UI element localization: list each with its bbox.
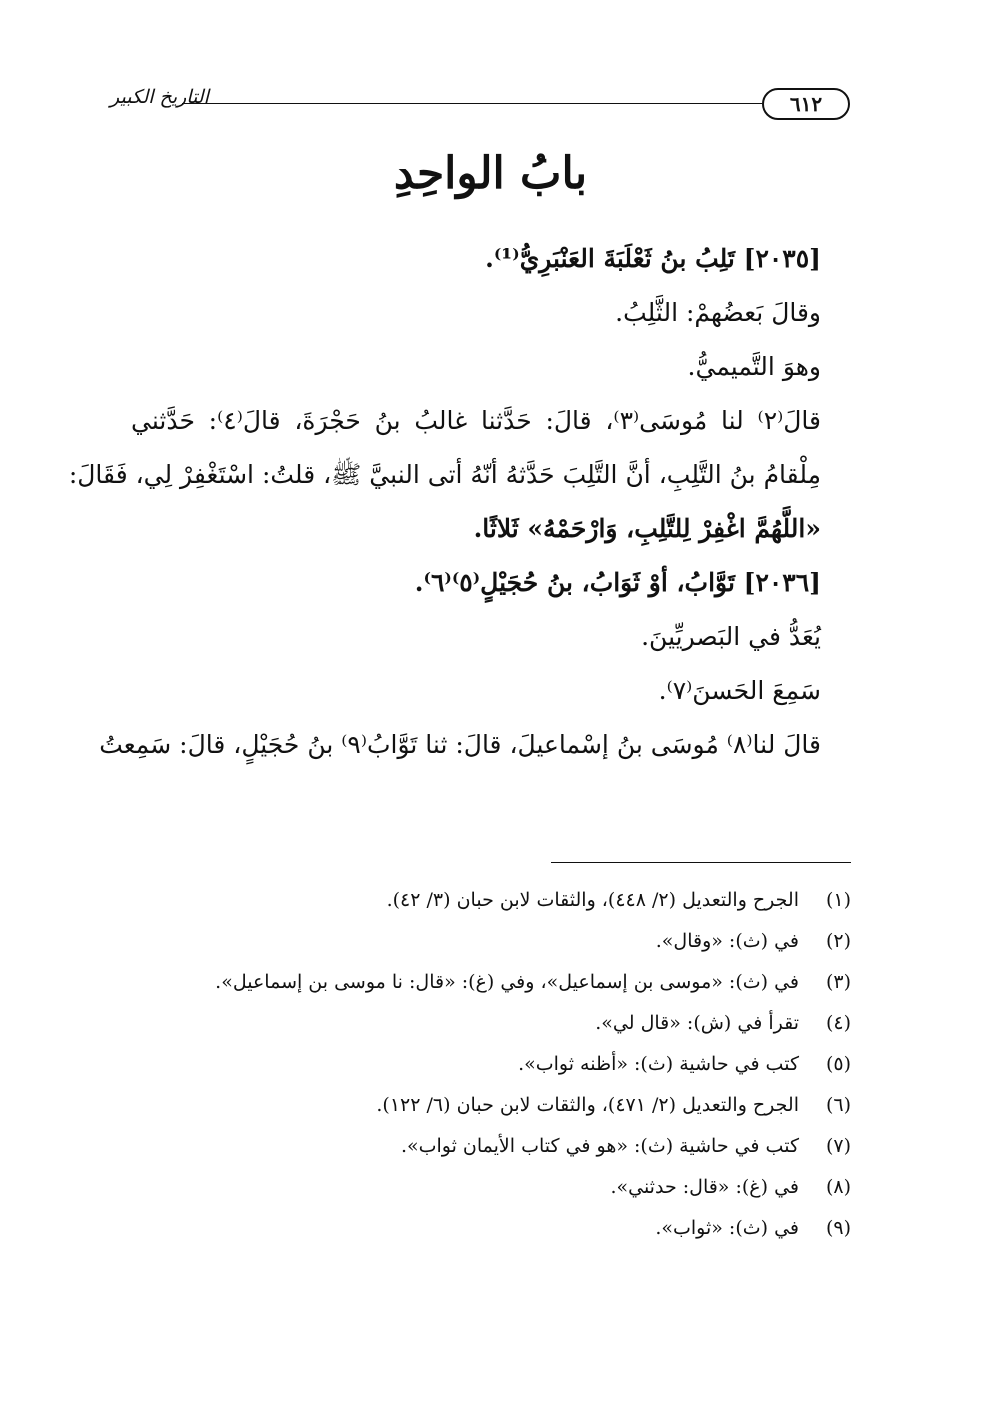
footnote-item — [131, 921, 851, 962]
running-title: التاريخ الكبير — [110, 86, 209, 108]
footnote-item — [131, 1003, 851, 1044]
text-line: قالَ لنا⁽٨⁾ مُوسَى بنُ إسْماعيلَ، قالَ: ثنا تَوَّابُ⁽٩⁾ بنُ حُجَيْلٍ، قالَ: سَمِعتُ — [99, 730, 821, 759]
footnote-text: تقرأ في (ش): «قال لي». — [595, 1012, 799, 1034]
footnote-number: (٤) — [825, 1012, 851, 1034]
footnote-number: (٩) — [825, 1217, 851, 1239]
footnote-item — [131, 1167, 851, 1208]
entry-heading-2035: [٢٠٣٥] تَلِبُ بنُ ثَعْلَبَةَ العَنْبَرِيُّ⁽¹⁾. — [485, 244, 821, 273]
page-header — [110, 82, 850, 122]
footnote-text: الجرح والتعديل (٢/ ٤٧١)، والثقات لابن حبان (٦/ ١٢٢). — [376, 1094, 799, 1116]
footnote-item — [131, 962, 851, 1003]
footnote-text: كتب في حاشية (ث): «أظنه ثواب». — [518, 1053, 799, 1075]
footnote-number: (٢) — [825, 930, 851, 952]
entry-heading-2036: [٢٠٣٦] تَوَّابُ، أوْ ثَوَابُ، بنُ حُجَيْلٍ⁽٥⁾⁽٦⁾. — [414, 568, 821, 597]
footnote-text: الجرح والتعديل (٢/ ٤٤٨)، والثقات لابن حبان (٣/ ٤٢). — [386, 889, 799, 911]
footnote-text: في (ث): «موسى بن إسماعيل»، وفي (غ): «قال: نا موسى بن إسماعيل». — [215, 971, 799, 993]
text-line: قالَ⁽٢⁾ لنا مُوسَى⁽٣⁾، قالَ: حَدَّثنا غالبُ بنُ حَجْرَةَ، قالَ⁽٤⁾: حَدَّثني — [131, 406, 821, 435]
footnote-item — [131, 1085, 851, 1126]
text-line: يُعَدُّ في البَصريِّينَ. — [641, 622, 821, 651]
footnote-item — [131, 1044, 851, 1085]
footnote-item — [131, 880, 851, 921]
hadith-quote: «اللَّهُمَّ اغْفِرْ لِلتَّلِبِ، وَارْحَمْهُ» ثَلاثًا. — [473, 514, 821, 543]
footnote-text: كتب في حاشية (ث): «هو في كتاب الأيمان ثواب». — [400, 1135, 799, 1157]
header-rule — [182, 103, 762, 104]
footnote-number: (٧) — [825, 1135, 851, 1157]
footnote-item — [131, 1126, 851, 1167]
footnote-text: في (غ): «قال: حدثني». — [610, 1176, 799, 1198]
footnote-item — [131, 1208, 851, 1249]
footnote-number: (١) — [825, 889, 851, 911]
footnote-number: (٨) — [825, 1176, 851, 1198]
chapter-title: بابُ الواحِدِ — [393, 148, 588, 199]
footnote-divider — [551, 862, 851, 863]
footnote-number: (٥) — [825, 1053, 851, 1075]
footnote-text: في (ث): «وقال». — [655, 930, 799, 952]
text-line: وقالَ بَعضُهمْ: الثَّلِبُ. — [615, 298, 821, 327]
footnote-number: (٦) — [825, 1094, 851, 1116]
footnote-number: (٣) — [825, 971, 851, 993]
page-number-badge: ٦١٢ — [762, 88, 850, 120]
text-line: سَمِعَ الحَسنَ⁽٧⁾. — [658, 676, 821, 705]
main-text — [68, 232, 821, 772]
text-line: مِلْقامُ بنُ التَّلِبِ، أنَّ التَّلِبَ حَدَّثهُ أنّهُ أتى النبيَّ ﷺ، قلتُ: اسْتَغْفِرْ لِي، فَقَالَ: — [68, 460, 821, 489]
footnotes — [131, 880, 851, 1249]
footnote-text: في (ث): «ثواب». — [655, 1217, 799, 1239]
text-line: وهوَ التَّميميُّ. — [687, 352, 821, 381]
